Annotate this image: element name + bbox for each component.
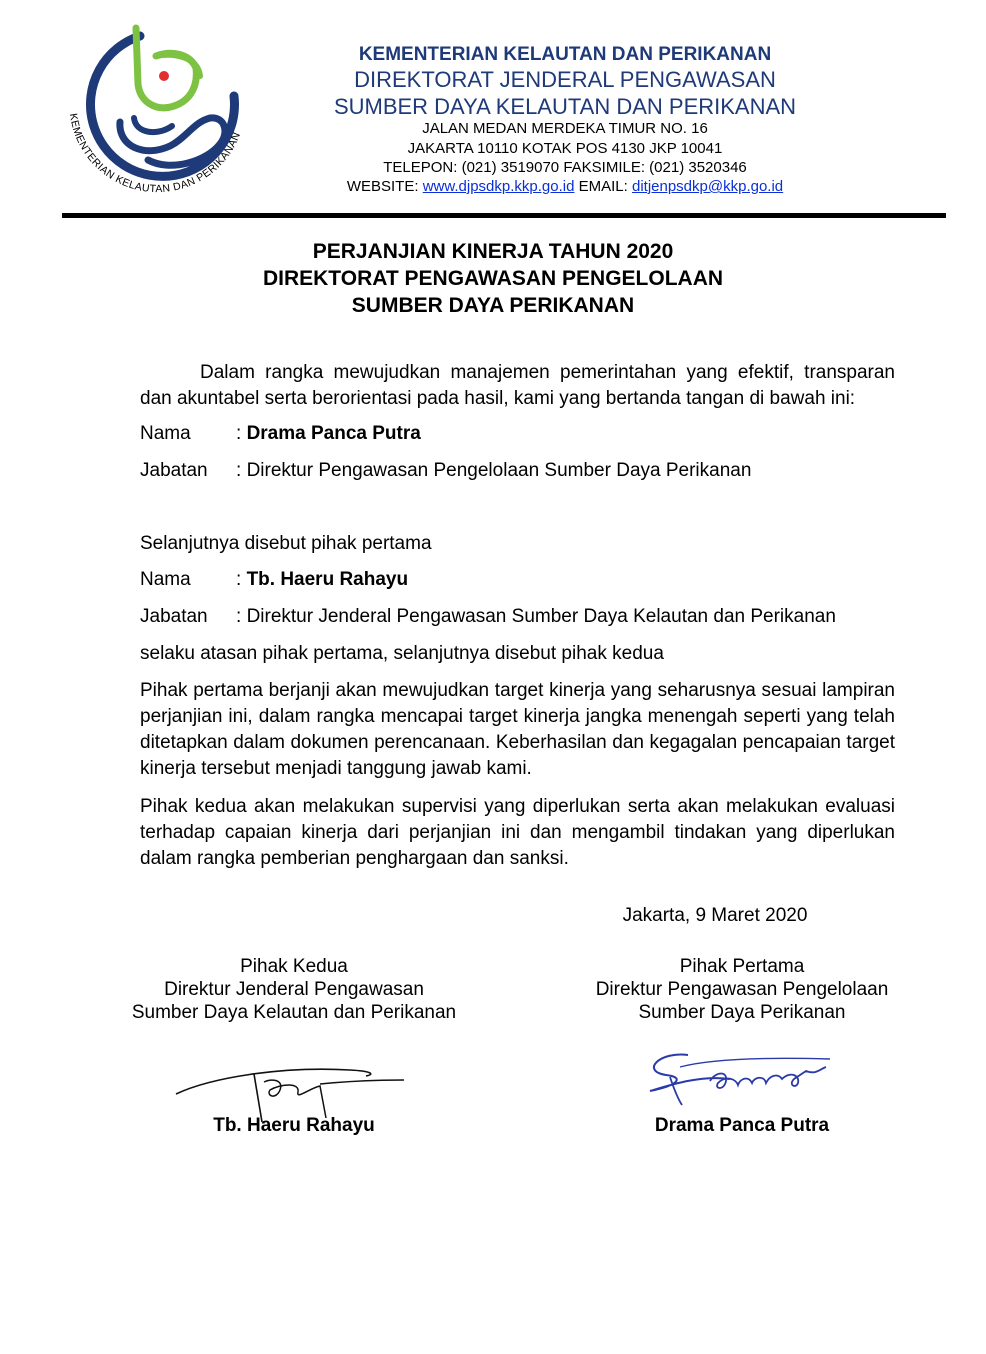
party1-position-value: Direktur Pengawasan Pengelolaan Sumber Daya Perikanan [246, 460, 752, 481]
intro-paragraph: Dalam rangka mewujudkan manajemen pemerintahan yang efektif, transparan dan akuntabel serta berorientasi pada hasil, kami yang bertanda tangan di bawah ini: [140, 362, 895, 409]
address-line1: JALAN MEDAN MERDEKA TIMUR NO. 16 [422, 120, 708, 137]
letterhead-divider [62, 213, 946, 218]
address-line2: JAKARTA 10110 KOTAK POS 4130 JKP 10041 [407, 140, 723, 157]
party2-note: selaku atasan pihak pertama, selanjutnya disebut pihak kedua [140, 643, 664, 664]
party1-name: : Drama Panca Putra [236, 423, 421, 444]
supervision-paragraph: Pihak kedua akan melakukan supervisi yang diperlukan serta akan melakukan evaluasi terhadap capaian kinerja dari perjanjian ini dan mengambil tindakan yang diperlukan dalam rangka pemberian penghargaan dan sanksi. [140, 796, 895, 869]
phone-line: TELEPON: (021) 3519070 FAKSIMILE: (021) 3520346 [383, 159, 747, 176]
directorate-line1: DIREKTORAT JENDERAL PENGAWASAN [354, 67, 776, 92]
party1-note: Selanjutnya disebut pihak pertama [140, 533, 432, 554]
right-role: Pihak Pertama [679, 956, 805, 977]
party1-name-label: Nama [140, 423, 191, 444]
contact-line [300, 179, 830, 194]
ministry-name: KEMENTERIAN KELAUTAN DAN PERIKANAN [358, 44, 772, 65]
right-handwritten-signature [640, 1045, 840, 1120]
email-link[interactable]: ditjenpsdkp@kkp.go.id [631, 178, 784, 195]
party1-position: : Direktur Pengawasan Pengelolaan Sumber Daya Perikanan [236, 460, 752, 481]
left-title-line1: Direktur Jenderal Pengawasan [164, 979, 424, 1000]
document-title-line3: SUMBER DAYA PERIKANAN [351, 294, 635, 317]
party1-position-label: Jabatan [140, 460, 208, 481]
place-date: Jakarta, 9 Maret 2020 [622, 905, 808, 926]
website-label: WEBSITE: [346, 178, 419, 195]
email-label: EMAIL: [578, 178, 628, 195]
document-title-line1: PERJANJIAN KINERJA TAHUN 2020 [312, 240, 674, 263]
party2-position: : Direktur Jenderal Pengawasan Sumber Daya Kelautan dan Perikanan [236, 606, 836, 627]
party2-name-value: Tb. Haeru Rahayu [246, 569, 409, 590]
logo-caption: KEMENTERIAN KELAUTAN DAN PERIKANAN [66, 112, 244, 196]
signature-block-right [576, 955, 908, 1024]
left-title-line2: Sumber Daya Kelautan dan Perikanan [131, 1002, 457, 1023]
right-signatory-name: Drama Panca Putra [654, 1115, 830, 1136]
party1-name-value: Drama Panca Putra [246, 423, 421, 444]
website-link[interactable]: www.djpsdkp.kkp.go.id [422, 178, 575, 195]
document-title-line2: DIREKTORAT PENGAWASAN PENGELOLAAN [262, 267, 724, 290]
right-title-line1: Direktur Pengawasan Pengelolaan [595, 979, 889, 1000]
party2-name-label: Nama [140, 569, 191, 590]
commitment-paragraph: Pihak pertama berjanji akan mewujudkan target kinerja yang seharusnya sesuai lampiran perjanjian ini, dalam rangka mencapai target kinerja jangka menengah seperti yang telah ditetapkan dalam dokumen perencanaan. Keberhasilan dan kegagalan pencapaian target kinerja tersebut menjadi tanggung jawab kami. [140, 680, 895, 779]
ministry-logo [58, 22, 258, 202]
party2-name: : Tb. Haeru Rahayu [236, 569, 409, 590]
left-role: Pihak Kedua [240, 956, 348, 977]
party2-position-value: Direktur Jenderal Pengawasan Sumber Daya Kelautan dan Perikanan [246, 606, 836, 627]
signature-block-left [114, 955, 474, 1024]
party2-position-label: Jabatan [140, 606, 208, 627]
directorate-line2: SUMBER DAYA KELAUTAN DAN PERIKANAN [333, 94, 797, 119]
right-title-line2: Sumber Daya Perikanan [638, 1002, 846, 1023]
left-signatory-name: Tb. Haeru Rahayu [213, 1115, 375, 1136]
